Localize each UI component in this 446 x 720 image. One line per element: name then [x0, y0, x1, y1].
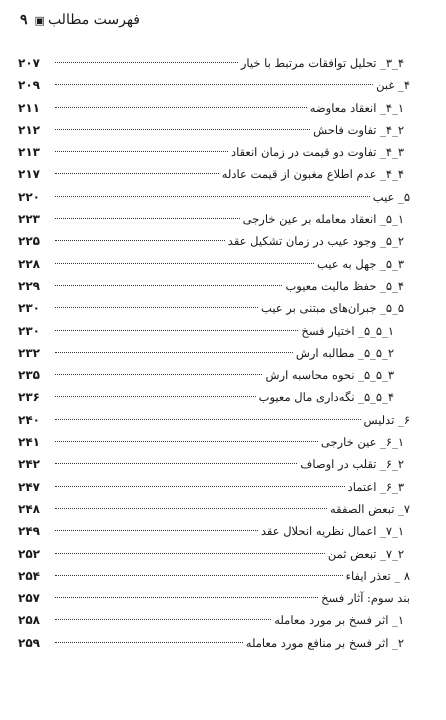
dot-leader	[55, 463, 297, 464]
toc-entry	[18, 386, 410, 408]
toc-entry-label: ۲_۷_ تبعض ثمن	[327, 546, 404, 561]
toc-entry-page: ۲۴۰	[18, 412, 40, 427]
toc-entry-page: ۲۵۷	[18, 591, 40, 606]
toc-entry-page: ۲۵۸	[18, 613, 40, 628]
toc-entry-label: ۵_۵_ جبران‌های مبتنی بر عیب	[261, 301, 404, 316]
toc-entry	[18, 320, 410, 342]
toc-entry	[18, 342, 410, 364]
toc-entry	[18, 587, 410, 609]
dot-leader	[55, 263, 314, 264]
toc-entry-page: ۲۱۳	[18, 145, 40, 160]
toc-entry	[18, 520, 410, 542]
toc-entry	[18, 409, 410, 431]
toc-entry	[18, 275, 410, 297]
toc-entry-page: ۲۰۷	[18, 56, 40, 70]
toc-entry-label: ۱_۵_۵_ اختیار فسخ	[301, 323, 394, 338]
dot-leader	[55, 508, 327, 509]
dot-leader	[55, 218, 240, 219]
toc-entry	[18, 52, 410, 74]
toc-entry-label: ۲_۵_ وجود عیب در زمان تشکیل عقد	[227, 234, 404, 249]
toc-entry	[18, 609, 410, 631]
toc-entry-page: ۲۳۲	[18, 345, 40, 360]
dot-leader	[55, 307, 258, 308]
toc-entry-label: ۳_۴_ تفاوت دو قیمت در زمان انعقاد	[230, 145, 404, 160]
toc-entry-page: ۲۰۹	[18, 78, 40, 93]
toc-entry-page: ۲۲۸	[18, 256, 40, 271]
dot-leader	[55, 597, 318, 598]
toc-entry	[18, 498, 410, 520]
dot-leader	[55, 196, 370, 197]
toc-entry-label: ۴_۵_ حفظ مالیت معیوب	[285, 278, 404, 293]
toc-entry-page: ۲۴۷	[18, 479, 40, 494]
toc-entry-label: ۱_۴_ انعقاد معاوضه	[309, 100, 404, 115]
toc-entry-label: ۶_ تدلیس	[363, 412, 410, 427]
toc-entry-label: ۲_۴_ تفاوت فاحش	[313, 122, 404, 137]
dot-leader	[55, 330, 298, 331]
dot-leader	[55, 84, 373, 85]
dot-leader	[55, 530, 258, 531]
toc-entry-label: ۲_ اثر فسخ بر منافع مورد معامله	[245, 635, 404, 650]
toc-entry-page: ۲۲۹	[18, 278, 40, 293]
toc-entry	[18, 364, 410, 386]
toc-entry-page: ۲۲۳	[18, 212, 40, 227]
dot-leader	[55, 396, 256, 397]
toc-entry-label: ۳_۶_ اعتماد	[347, 479, 404, 494]
toc-entry	[18, 230, 410, 252]
toc-entry-page: ۲۵۴	[18, 568, 40, 583]
toc-entry-label: ۷_ تبعض الصفقه	[329, 501, 410, 516]
toc-entry-page: ۲۱۷	[18, 167, 40, 182]
toc-entry-page: ۲۱۱	[18, 100, 40, 115]
toc-entry-label: ۱_۵_ انعقاد معامله بر عین خارجی	[242, 212, 404, 227]
header-page-number: ۹	[20, 12, 28, 28]
toc-entry-label: ۴_۴_ عدم اطلاع مغبون از قیمت عادله	[221, 167, 404, 182]
dot-leader	[55, 419, 361, 420]
dot-leader	[55, 575, 343, 576]
toc-entry-label: ۴_۳_ تحلیل توافقات مرتبط با خیار	[240, 56, 404, 70]
toc-entry-label: ۲_۶_ تقلب در اوصاف	[300, 457, 404, 472]
dot-leader	[55, 486, 345, 487]
dot-leader	[55, 151, 228, 152]
toc-entry-page: ۲۴۸	[18, 501, 40, 516]
toc-entry-page: ۲۳۵	[18, 368, 40, 383]
toc-entry-label: ۱_۶_ عین خارجی	[320, 435, 404, 450]
toc-entry-page: ۲۴۲	[18, 457, 40, 472]
toc-entry-page: ۲۲۵	[18, 234, 40, 249]
dot-leader	[55, 240, 225, 241]
dot-leader	[55, 352, 293, 353]
toc-entry	[18, 253, 410, 275]
toc-entry	[18, 208, 410, 230]
toc-entry	[18, 186, 410, 208]
toc-entry-label: ۳_۵_ جهل به عیب	[317, 256, 404, 271]
dot-leader	[55, 107, 307, 108]
toc-entry	[18, 97, 410, 119]
dot-leader	[55, 285, 282, 286]
dot-leader	[55, 173, 219, 174]
toc-entry	[18, 431, 410, 453]
toc-entry	[18, 476, 410, 498]
toc-entry-label: ۵_ عیب	[372, 189, 410, 204]
toc-entry-label: ۸ _ تعذر ایفاء	[345, 568, 410, 583]
table-of-contents	[18, 52, 410, 654]
toc-entry	[18, 141, 410, 163]
header-ornament-icon: ▣	[34, 13, 45, 27]
toc-entry-page: ۲۵۹	[18, 635, 40, 650]
toc-entry-label: ۴_ غبن	[376, 78, 410, 93]
toc-entry	[18, 543, 410, 565]
toc-entry	[18, 297, 410, 319]
toc-entry	[18, 565, 410, 587]
toc-entry-label: ۱_ اثر فسخ بر مورد معامله	[274, 613, 404, 628]
header-title: فهرست مطالب	[47, 12, 140, 28]
toc-entry-page: ۲۱۲	[18, 122, 40, 137]
dot-leader	[55, 553, 325, 554]
toc-entry-label: ۲_۵_۵_ مطالبه ارش	[295, 345, 394, 360]
dot-leader	[55, 619, 271, 620]
toc-entry	[18, 74, 410, 96]
dot-leader	[55, 441, 318, 442]
toc-entry-label: ۱_۷_ اعمال نظریه انحلال عقد	[260, 524, 404, 539]
toc-entry-page: ۲۴۱	[18, 435, 40, 450]
dot-leader	[55, 642, 243, 643]
toc-entry-page: ۲۳۰	[18, 301, 40, 316]
toc-entry-page: ۲۳۶	[18, 390, 40, 405]
toc-entry	[18, 453, 410, 475]
toc-entry-label: ۳_۵_۵_ نحوه محاسبه ارش	[265, 368, 394, 383]
toc-entry-page: ۲۲۰	[18, 189, 40, 204]
toc-entry	[18, 632, 410, 654]
toc-entry	[18, 119, 410, 141]
toc-entry-label: ۴_۵_۵_ نگه‌داری مال معیوب	[258, 390, 394, 405]
dot-leader	[55, 374, 262, 375]
page-header	[20, 12, 412, 28]
toc-entry-page: ۲۳۰	[18, 323, 40, 338]
toc-entry	[18, 163, 410, 185]
toc-entry-page: ۲۴۹	[18, 524, 40, 539]
toc-entry-page: ۲۵۲	[18, 546, 40, 561]
dot-leader	[55, 62, 238, 63]
toc-entry-label: بند سوم: آثار فسخ	[321, 591, 410, 606]
dot-leader	[55, 129, 310, 130]
